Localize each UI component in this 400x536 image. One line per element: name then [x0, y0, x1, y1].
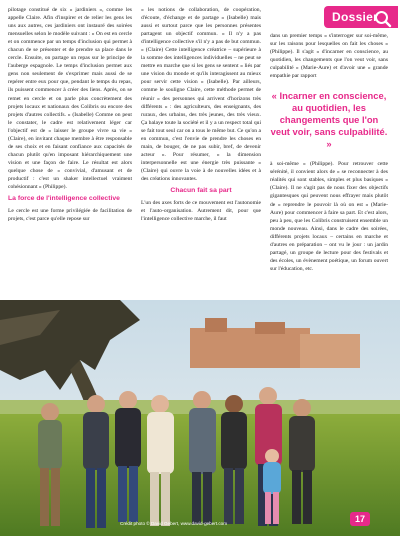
subheading: La force de l'intelligence collective	[8, 195, 120, 203]
paragraph: Le cercle est une forme privilégiée de facilitation de projets, c'est parce qu'elle repose sur	[8, 208, 132, 223]
subheading: Chacun fait sa part	[170, 187, 232, 195]
paragraph: L'un des axes forts de ce mouvement est l'autonomie et l'auto-organisation. Autrement dit, pour que l'intelligence collective marche, il faut	[141, 200, 261, 223]
paragraph: « les notions de collaboration, de coopération, d'écoute, d'échange et de partage » (Isabelle) mais aussi et surtout parce que les personnes présentes partagent un objectif commun. « Il n'y a pas d'intelligence collective s'il n'y a pas de but commun. » (Claire) Cette intelligence créatrice – supérieure à la somme des intelligences individuelles – ne peut se mettre en marche que si les gens se sentent « liés par une vision du monde et qu'ils interagissent au mieux pour servir cette vision » (Isabelle). Par ailleurs, comme le souligne Claire, cette méthode permet de réunir « des personnes qui arrivent d'horizons très différents » : des agriculteurs, des enseignants, des ruraux, des urbains, des très jeunes, des très vieux. Ça balaye toute la société et il y a un respect total qui se fait tout seul car on a tous le même but. Ce qu'on a en commun, c'est l'envie de prendre les choses en main, de bouger, de ne pas subir, bref, de devenir acteur ». Pour résumer, « la dimension interpersonnelle est une énergie très puissante » (Claire) qui ouvre la voie à de nouvelles idées et à des créations innovantes.	[141, 7, 261, 182]
column-1	[8, 6, 132, 223]
column-3	[270, 32, 388, 273]
section-tab	[324, 6, 398, 28]
group-photo	[0, 300, 400, 536]
column-2	[141, 6, 261, 223]
paragraph: pilotage constitué de six « jardiniers », comme les appelle Claire. Afin d'inspirer et de relier les gens les uns aux autres, ces jardiniers ont instauré des soirées mensuelles selon le modèle suivant : « On est en cercle et on commence par un temps d'inclusion qui permet à chacun de se présenter et de prendre sa place dans le cercle. Ensuite, on partage un repas sur le principe de l'auberge espagnole. Le temps d'inclusion permet aux gens non seulement de s'exprimer mais aussi de se repérer entre eux pour que, pendant le temps du repas, ils puissent commencer à créer des liens. Après, on se remet en cercle et on parle plus concrètement des projets locaux et nationaux des Colibris ou encore des projets d'autres collectifs. » (Isabelle) Comme on peut le constater, le cadre est relativement léger car l'objectif est de « laisser le groupe vivre sa vie » (Claire), en invitant chaque membre à être responsable de ses choix et en faisant confiance aux capacités de chacun plutôt qu'en imposant hiérarchiquement une vision et une façon de faire. Le résultat est alors quelque chose de « convivial, d'amusant et de productif : c'est un shaker intellectuel vraiment cohésionnant » (Philippe).	[8, 7, 132, 191]
page-number: 17	[350, 512, 370, 526]
paragraph: dans un premier temps « s'interroger sur soi-même, sur les raisons pour lesquelles on fait les choses » (Philippe). Il s'agit « d'incarner en conscience, au quotidien, les changements que l'on veut voir, sans culpabilité » (Marie-Aure) et d'avoir une « grande empathie par rapport	[270, 33, 388, 80]
magnifier-icon	[374, 10, 392, 28]
section-label: Dossier	[332, 10, 379, 24]
group-photo-illustration	[0, 300, 400, 536]
paragraph: à soi-même » (Philippe). Pour retrouver cette sérénité, il convient alors de « se reconnecter à des réalités qui sont stables, simples et plus basiques » (Claire). Il ne s'agit pas de nous fixer des objectifs gigantesques qui peuvent nous effrayer mais plutôt de « reprendre le pouvoir là où on est » (Marie-Aure) pour commencer à faire sa part. Et c'est alors, peu à peu, que les Colibris construisent ensemble un monde nouveau. Ainsi, dans le cadre des soirées, différents projets locaux – certains en marche et d'autres en préparation – ont vu le jour : un jardin partagé, un groupe de lecture pour des festivals et des écoles, un évènement poétique, un forum ouvert sur l'éducation, etc.	[270, 161, 388, 272]
photo-credit: Crédit photo © David Gebert, www.david-gebert.com	[120, 521, 228, 526]
pull-quote: « Incarner en conscience, au quotidien, les changements que l'on veut voir, sans culpabilité. »	[270, 90, 388, 150]
